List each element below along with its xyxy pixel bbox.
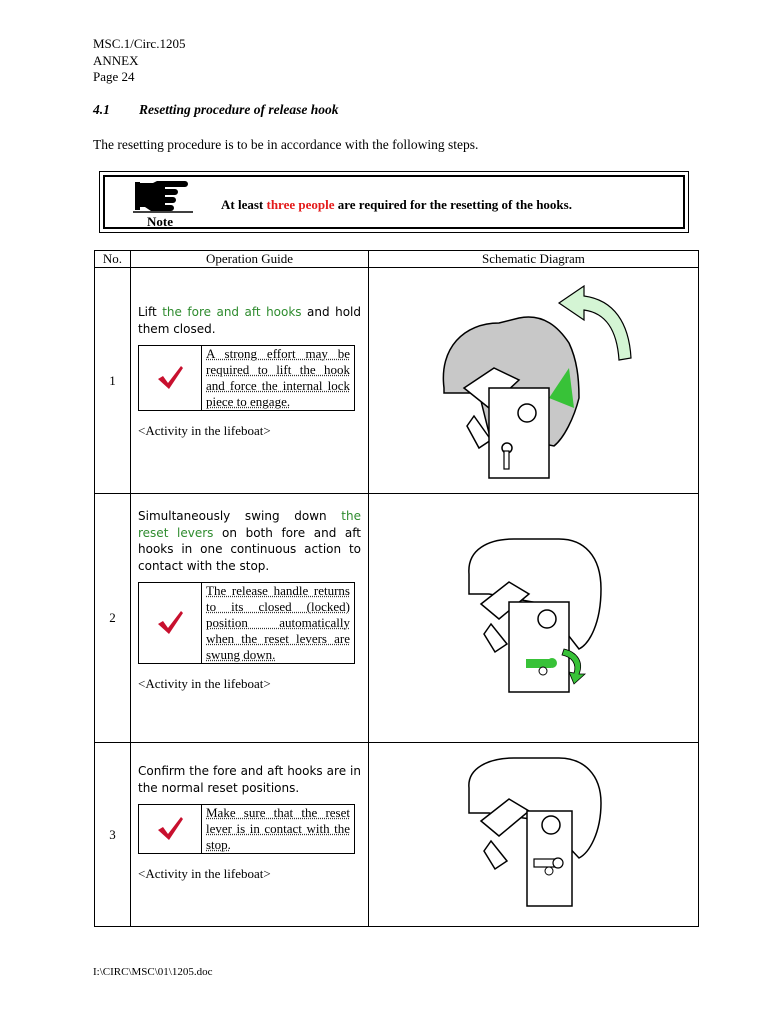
section-number: 4.1 [93, 102, 110, 117]
column-header-no: No. [95, 251, 131, 268]
section-title-text: Resetting procedure of release hook [139, 102, 339, 117]
guide-text-end: on both fore and aft hooks in one continuous action to contact with the stop. [138, 525, 361, 573]
activity-label: <Activity in the lifeboat> [138, 423, 271, 438]
check-note-box [138, 804, 355, 854]
column-header-diagram: Schematic Diagram [369, 251, 699, 268]
check-note-text: Make sure that the reset lever is in contact with the stop. [206, 805, 350, 852]
step-number: 3 [95, 743, 131, 927]
check-note-box [138, 345, 355, 411]
guide-highlight: the reset levers [138, 509, 361, 540]
step-number: 2 [95, 494, 131, 743]
reset-lever-diagram [369, 494, 699, 737]
activity-label: <Activity in the lifeboat> [138, 866, 271, 881]
pointing-hand-icon [133, 179, 193, 213]
schematic-diagram-cell [369, 268, 699, 494]
guide-text: Lift [138, 305, 163, 319]
checkmark-icon [139, 583, 202, 663]
hook-lift-diagram [369, 268, 699, 488]
check-note-text: The release handle returns to its closed (locked) position automatically when the reset levers are swung down. [206, 583, 350, 662]
circular-reference: MSC.1/Circ.1205 [93, 36, 186, 51]
guide-paragraph [138, 763, 361, 796]
guide-text: Confirm the fore and aft hooks are in the normal reset positions. [138, 764, 361, 795]
table-row [95, 743, 699, 927]
document-header [93, 36, 185, 86]
intro-paragraph: The resetting procedure is to be in accordance with the following steps. [93, 137, 479, 152]
schematic-diagram-cell [369, 494, 699, 743]
normal-reset-diagram [369, 743, 699, 921]
operations-table [94, 250, 699, 927]
guide-highlight: the fore and aft hooks [162, 305, 302, 319]
file-path-footer: I:\CIRC\MSC\01\1205.doc [93, 966, 213, 978]
note-text-end: are required for the resetting of the hooks. [334, 197, 572, 212]
check-note-text: A strong effort may be required to lift the hook and force the internal lock piece to engage. [206, 346, 350, 409]
operation-guide-cell [131, 268, 369, 494]
guide-text: Simultaneously swing down [138, 509, 342, 523]
table-row [95, 268, 699, 494]
step-number: 1 [95, 268, 131, 494]
column-header-guide: Operation Guide [131, 251, 369, 268]
note-box [99, 171, 689, 233]
annex-label: ANNEX [93, 52, 139, 68]
operation-guide-cell [131, 743, 369, 927]
checkmark-icon [139, 805, 202, 853]
guide-paragraph [138, 304, 361, 337]
check-note-box [138, 582, 355, 664]
table-header-row [95, 251, 699, 268]
note-text-highlight: three people [266, 197, 335, 212]
section-title [93, 102, 338, 118]
schematic-diagram-cell [369, 743, 699, 927]
guide-text-end: and hold them closed. [138, 305, 361, 336]
table-row [95, 494, 699, 743]
operation-guide-cell [131, 494, 369, 743]
page-number: Page 24 [93, 69, 135, 84]
guide-paragraph [138, 508, 361, 574]
note-label: Note [147, 214, 173, 229]
note-text [221, 197, 572, 213]
activity-label: <Activity in the lifeboat> [138, 676, 271, 691]
note-text-start: At least [221, 197, 267, 212]
checkmark-icon [139, 346, 202, 410]
